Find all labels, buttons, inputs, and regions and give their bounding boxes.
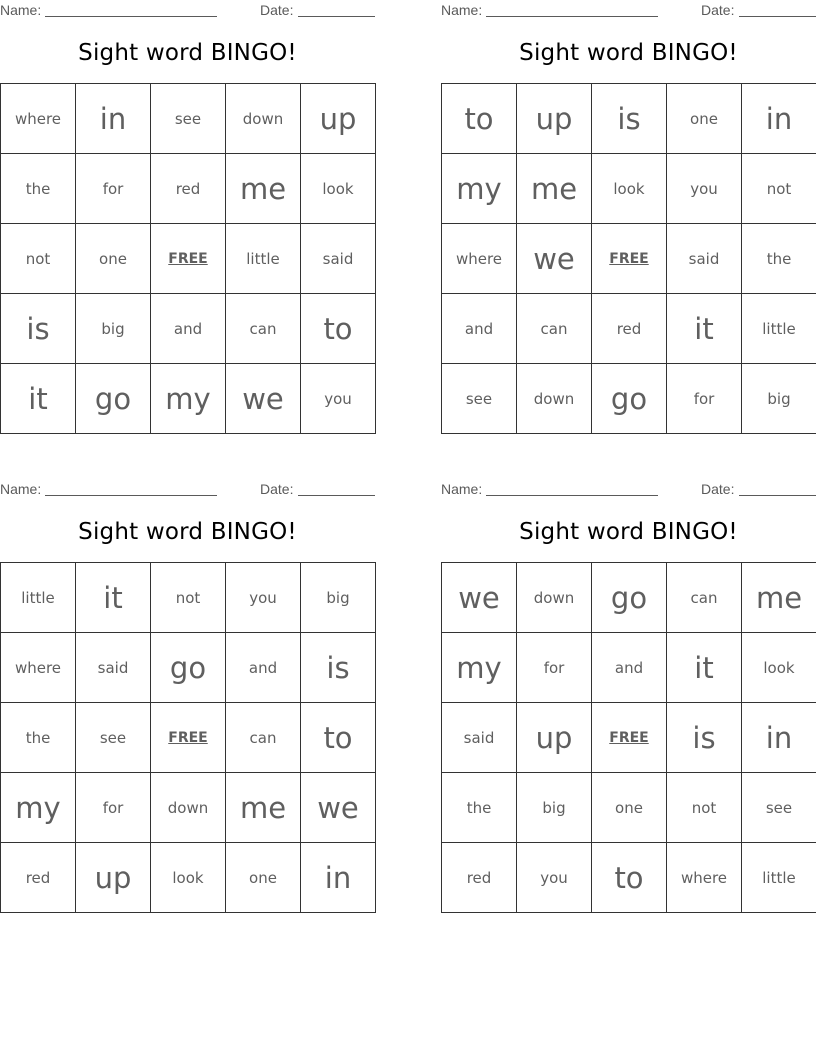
bingo-cell: and [226, 633, 301, 703]
bingo-cell: up [517, 84, 592, 154]
bingo-cell: go [151, 633, 226, 703]
bingo-cell: red [592, 294, 667, 364]
bingo-row [442, 563, 816, 633]
bingo-cell: it [667, 294, 742, 364]
bingo-cell: is [1, 294, 76, 364]
bingo-cell: see [742, 773, 816, 843]
bingo-cell: said [301, 224, 376, 294]
bingo-cell: little [742, 843, 816, 913]
bingo-cell: big [742, 364, 816, 434]
bingo-row [442, 843, 816, 913]
bingo-row [1, 84, 376, 154]
name-date-header [441, 2, 816, 20]
bingo-cell: up [76, 843, 151, 913]
bingo-cell: to [442, 84, 517, 154]
date-blank-line [298, 16, 375, 17]
bingo-row [442, 703, 816, 773]
bingo-cell: it [76, 563, 151, 633]
bingo-cell: we [517, 224, 592, 294]
bingo-row [1, 633, 376, 703]
bingo-row [1, 154, 376, 224]
bingo-cell: go [76, 364, 151, 434]
bingo-card [441, 0, 816, 435]
bingo-row [442, 633, 816, 703]
bingo-cell: can [226, 703, 301, 773]
bingo-cell: go [592, 563, 667, 633]
bingo-cell: is [592, 84, 667, 154]
bingo-cell: it [667, 633, 742, 703]
free-space-cell: FREE [592, 703, 667, 773]
bingo-cell: the [1, 703, 76, 773]
date-label: Date: [260, 481, 294, 497]
bingo-cell: for [517, 633, 592, 703]
date-blank-line [739, 16, 816, 17]
bingo-cell: can [667, 563, 742, 633]
bingo-row [442, 773, 816, 843]
bingo-cell: for [76, 154, 151, 224]
bingo-grid [0, 83, 376, 434]
bingo-cell: big [517, 773, 592, 843]
name-label: Name: [441, 481, 483, 497]
bingo-cell: for [667, 364, 742, 434]
bingo-cell: can [226, 294, 301, 364]
name-label: Name: [0, 2, 42, 18]
bingo-cell: to [301, 703, 376, 773]
bingo-grid [441, 562, 816, 913]
bingo-cell: where [1, 633, 76, 703]
bingo-cell: we [442, 563, 517, 633]
bingo-cell: down [517, 563, 592, 633]
free-space-cell: FREE [151, 703, 226, 773]
bingo-cell: one [592, 773, 667, 843]
bingo-cell: look [301, 154, 376, 224]
bingo-cell: look [151, 843, 226, 913]
bingo-cell: red [442, 843, 517, 913]
name-label: Name: [441, 2, 483, 18]
bingo-cell: my [442, 154, 517, 224]
bingo-cell: and [442, 294, 517, 364]
bingo-cell: little [1, 563, 76, 633]
bingo-cell: and [592, 633, 667, 703]
bingo-cell: go [592, 364, 667, 434]
bingo-cell: not [1, 224, 76, 294]
bingo-cell: my [151, 364, 226, 434]
bingo-cell: up [301, 84, 376, 154]
bingo-cell: not [667, 773, 742, 843]
date-label: Date: [701, 2, 735, 18]
name-blank-line [45, 16, 217, 17]
bingo-cell: up [517, 703, 592, 773]
bingo-cell: in [742, 703, 816, 773]
bingo-cell: in [742, 84, 816, 154]
bingo-cell: red [1, 843, 76, 913]
bingo-cell: said [442, 703, 517, 773]
bingo-cell: see [76, 703, 151, 773]
bingo-cell: and [151, 294, 226, 364]
bingo-cell: the [1, 154, 76, 224]
bingo-grid [0, 562, 376, 913]
bingo-cell: where [442, 224, 517, 294]
name-blank-line [45, 495, 217, 496]
date-label: Date: [260, 2, 294, 18]
card-title: Sight word BINGO! [519, 40, 738, 66]
bingo-cell: to [301, 294, 376, 364]
bingo-cell: me [742, 563, 816, 633]
bingo-cell: one [76, 224, 151, 294]
bingo-cell: see [442, 364, 517, 434]
bingo-cell: can [517, 294, 592, 364]
bingo-cell: not [742, 154, 816, 224]
bingo-card [0, 0, 375, 435]
bingo-row [1, 703, 376, 773]
bingo-cell: we [226, 364, 301, 434]
name-blank-line [486, 16, 658, 17]
bingo-cell: to [592, 843, 667, 913]
bingo-grid [441, 83, 816, 434]
card-title: Sight word BINGO! [519, 519, 738, 545]
bingo-cell: me [517, 154, 592, 224]
bingo-cell: the [442, 773, 517, 843]
bingo-cell: my [1, 773, 76, 843]
bingo-cell: one [226, 843, 301, 913]
bingo-cell: is [667, 703, 742, 773]
bingo-cell: little [226, 224, 301, 294]
bingo-cell: me [226, 154, 301, 224]
bingo-cell: it [1, 364, 76, 434]
bingo-card [0, 479, 375, 914]
bingo-cell: look [592, 154, 667, 224]
bingo-cell: we [301, 773, 376, 843]
bingo-cell: in [76, 84, 151, 154]
bingo-cell: big [301, 563, 376, 633]
bingo-card [441, 479, 816, 914]
bingo-cell: me [226, 773, 301, 843]
bingo-cell: little [742, 294, 816, 364]
name-label: Name: [0, 481, 42, 497]
name-date-header [0, 481, 375, 499]
bingo-cell: one [667, 84, 742, 154]
bingo-row [1, 773, 376, 843]
bingo-cell: where [1, 84, 76, 154]
bingo-cell: big [76, 294, 151, 364]
date-label: Date: [701, 481, 735, 497]
bingo-cell: said [667, 224, 742, 294]
card-title: Sight word BINGO! [78, 519, 297, 545]
bingo-cell: the [742, 224, 816, 294]
bingo-row [1, 843, 376, 913]
bingo-cell: my [442, 633, 517, 703]
bingo-cell: look [742, 633, 816, 703]
bingo-cell: is [301, 633, 376, 703]
bingo-cell: for [76, 773, 151, 843]
date-blank-line [739, 495, 816, 496]
bingo-cell: down [151, 773, 226, 843]
bingo-row [1, 294, 376, 364]
bingo-cell: you [517, 843, 592, 913]
bingo-row [442, 84, 816, 154]
date-blank-line [298, 495, 375, 496]
bingo-cell: down [517, 364, 592, 434]
bingo-cell: see [151, 84, 226, 154]
bingo-cell: you [226, 563, 301, 633]
bingo-cell: not [151, 563, 226, 633]
bingo-cell: you [667, 154, 742, 224]
bingo-cell: down [226, 84, 301, 154]
bingo-cell: where [667, 843, 742, 913]
card-title: Sight word BINGO! [78, 40, 297, 66]
bingo-cell: in [301, 843, 376, 913]
name-date-header [441, 481, 816, 499]
bingo-row [442, 154, 816, 224]
bingo-row [1, 563, 376, 633]
free-space-cell: FREE [151, 224, 226, 294]
name-date-header [0, 2, 375, 20]
bingo-cell: said [76, 633, 151, 703]
bingo-cell: you [301, 364, 376, 434]
free-space-cell: FREE [592, 224, 667, 294]
bingo-row [1, 364, 376, 434]
bingo-row [442, 294, 816, 364]
bingo-row [442, 224, 816, 294]
bingo-row [1, 224, 376, 294]
bingo-row [442, 364, 816, 434]
name-blank-line [486, 495, 658, 496]
bingo-cell: red [151, 154, 226, 224]
